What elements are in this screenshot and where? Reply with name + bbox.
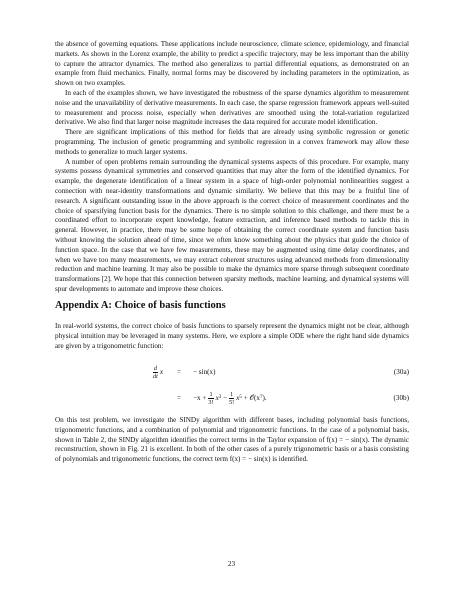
fraction: $\frac{1}{5!}$	[229, 390, 235, 406]
equation-number: (30b)	[393, 394, 409, 402]
paragraph: In real-world systems, the correct choice of basis functions to sparsely represent the dynamics might not be clear, although physical intuition may be leveraged in many systems. Here, we explore a simple ODE where the right hand side dynamics are given by a trigonometric function:	[55, 322, 409, 350]
page-number: 23	[227, 560, 236, 568]
appendix-body	[55, 416, 409, 465]
paragraph: A number of open problems remain surrounding the dynamical systems aspects of this procedure. For example, many systems possess dynamical symmetries and conserved quantities that may alter the form of the identified dynamics. For example, the degenerate identification of a linear system in a space of high-order polynomial nonlinearities suggest a connection with near-identity transformations and dynamic similarity. We believe that this may be a fruitful line of research. A significant outstanding issue in the above approach is the correct choice of measurement coordinates and the choice of sparsifying function basis for the dynamics. There is no simple solution to this challenge, and there must be a coordinated effort to incorporate expert knowledge, feature extraction, and inference based methods to tackle this in general. However, in practice, there may be some hope of obtaining the correct coordinate system and function basis without knowing the solution ahead of time, since we often know something about the physics that guide the choice of function space. In the case that we have few measurements, these may be augmented using time delay coordinates, and when we have too many measurements, we may extract coherent structures using advanced methods from dimensionality reduction and machine learning. It may also be possible to make the dynamics more sparse through subsequent coordinate transformations [2]. We hope that this connection between sparsity methods, machine learning, and dynamical systems will spur developments to automate and improve these choices.	[55, 157, 409, 293]
equation-30a: $\frac{d}{dt}$ x = − sin(x) (30a)	[55, 362, 409, 382]
paragraph: In each of the examples shown, we have investigated the robustness of the sparse dynamics algorithm to measurement noise and the unavailability of derivative measurements. In each case, the sparse regression framework appears well-suited to measurement and process noise, especially when derivatives are smoothed using the total-variation regularized derivative. We also find that larger noise magnitude increases the data required for accurate model identification.	[55, 88, 409, 127]
equation-rhs: −x + $\frac{1}{3!}$ x 3 − $\frac{1}{5!}$ x 5 + 𝒪(x 7 ).	[193, 390, 267, 406]
equation-lhs: $\frac{d}{dt}$ x	[153, 364, 163, 380]
derivative-fraction: $\frac{d}{dt}$	[153, 364, 158, 380]
paragraph: the absence of governing equations. These applications include neuroscience, climate science, epidemiology, and financial markets. As shown in the Lorenz example, the ability to predict a specific trajectory, may be less important than the ability to capture the attractor dynamics. The method also generalizes to partial differential equations, as demonstrated on an example from fluid mechanics. Finally, normal forms may be discovered by including parameters in the optimization, as shown on two examples.	[55, 40, 409, 88]
equation-rhs: − sin(x)	[193, 368, 216, 376]
equation-number: (30a)	[393, 368, 409, 376]
appendix-intro	[55, 322, 409, 351]
paragraph: On this test problem, we investigate the SINDy algorithm with different bases, including polynomial basis functions, trigonometric functions, and a combination of polynomial and trigonometric functions. In the case of a polynomial basis, shown in Table 2, the SINDy algorithm identifies the correct terms in the Taylor expansion of f(x) = − sin(x). The dynamic reconstruction, shown in Fig. 21 is excellent. In both of the other cases of a purely trigonometric basis or a basis consisting of polynomials and trigonometric functions, the correct term f(x) = − sin(x) is identified.	[55, 416, 409, 464]
paragraph: There are significant implications of this method for fields that are already using symbolic regression or genetic programming. The inclusion of genetic programming and symbolic regression in a convex framework may allow these methods to generalize to much larger systems.	[55, 128, 409, 156]
equation-block	[55, 362, 409, 414]
discussion-text	[55, 40, 409, 295]
equation-30b: = −x + $\frac{1}{3!}$ x 3 − $\frac{1}{5!}$ x 5 + 𝒪(x 7 ). (30b)	[55, 388, 409, 408]
section-heading: Appendix A: Choice of basis functions	[55, 300, 226, 311]
fraction: $\frac{1}{3!}$	[208, 390, 214, 406]
